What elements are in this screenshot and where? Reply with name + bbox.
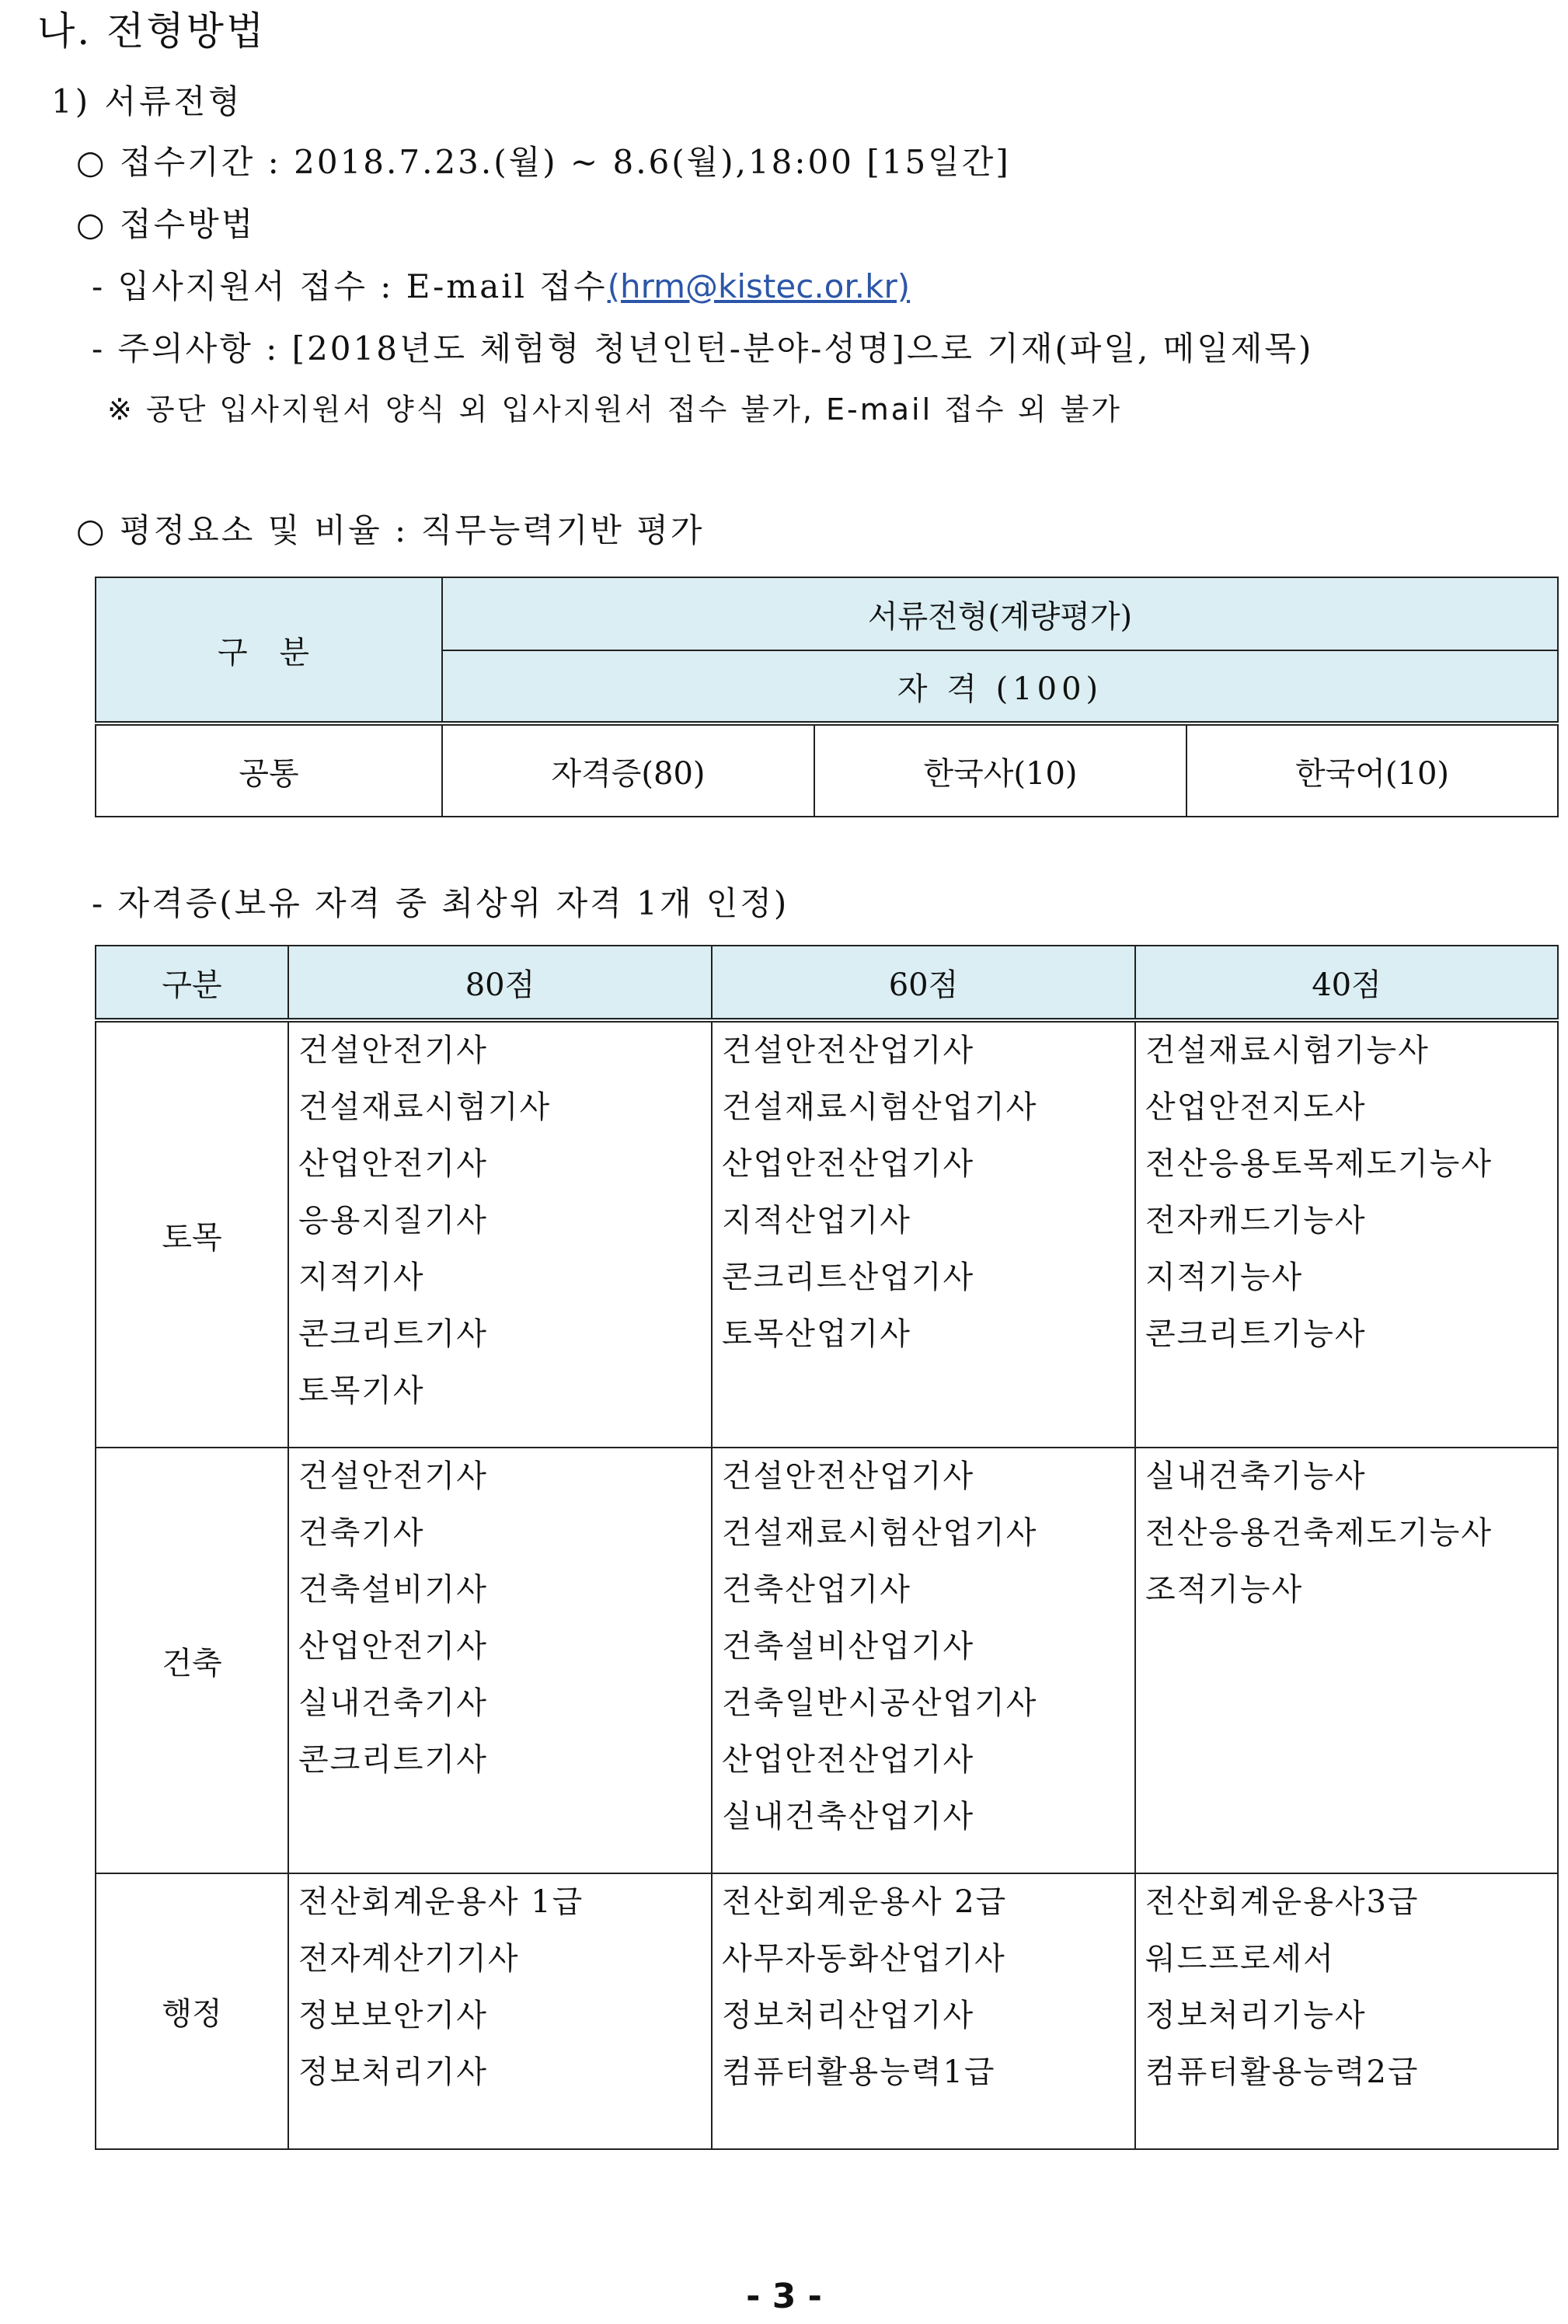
list-item: 컴퓨터활용능력1급: [722, 2054, 996, 2090]
list-item: 건설안전기사: [298, 1458, 488, 1494]
list-item: 콘크리트산업기사: [722, 1260, 975, 1295]
list-item: 콘크리트기사: [298, 1742, 488, 1778]
list-item: 전산응용건축제도기능사: [1145, 1515, 1493, 1551]
list-item: 건축기사: [298, 1515, 425, 1551]
row-label-architecture: 건축: [96, 1448, 288, 1873]
list-item: 응용지질기사: [298, 1203, 488, 1239]
architecture-60-list: [712, 1448, 1135, 1873]
application-period: ○ 접수기간 : 2018.7.23.(월) ~ 8.6(월),18:00 [15일간]: [76, 143, 1011, 181]
evaluation-factors-line: ○ 평정요소 및 비율 : 직무능력기반 평가: [76, 511, 705, 549]
table2-header-80: 80점: [288, 946, 712, 1020]
list-item: 전산응용토목제도기능사: [1145, 1146, 1493, 1182]
list-item: 정보처리산업기사: [722, 1998, 975, 2033]
table1-document-screening-header: [442, 577, 1558, 650]
list-item: 실내건축기능사: [1145, 1458, 1367, 1494]
list-item: 실내건축산업기사: [722, 1799, 975, 1834]
list-item: 지적산업기사: [722, 1203, 911, 1239]
list-item: 정보처리기능사: [1145, 1998, 1367, 2033]
list-item: 지적기능사: [1145, 1260, 1304, 1295]
architecture-40-list: [1135, 1448, 1558, 1873]
list-item: 전자캐드기능사: [1145, 1203, 1367, 1239]
row-label-civil: 토목: [96, 1020, 288, 1448]
table2-header-60: 60점: [712, 946, 1135, 1020]
list-item: 산업안전기사: [298, 1629, 488, 1664]
list-item: 실내건축기사: [298, 1685, 488, 1721]
list-item: 토목기사: [298, 1373, 425, 1409]
section-heading: 나. 전형방법: [37, 9, 267, 54]
table1-common-label: 공통: [96, 723, 442, 817]
list-item: 건축일반시공산업기사: [722, 1685, 1038, 1721]
administration-60-list: [712, 1873, 1135, 2149]
list-item: 토목산업기사: [722, 1316, 911, 1352]
civil-60-list: [712, 1020, 1135, 1448]
civil-40-list: [1135, 1020, 1558, 1448]
certificate-table: [95, 945, 1559, 2150]
table1-qualification-header: 자 격 (100): [442, 650, 1558, 723]
list-item: 건설안전기사: [298, 1033, 488, 1068]
note-line: ※ 공단 입사지원서 양식 외 입사지원서 접수 불가, E-mail 접수 외 불가: [107, 392, 1122, 427]
email-link[interactable]: (hrm@kistec.or.kr): [607, 267, 911, 305]
table1-cell-korean-language: 한국어(10): [1186, 723, 1558, 817]
list-item: 전산회계운용사3급: [1145, 1884, 1420, 1920]
table1-cell-certificate: 자격증(80): [442, 723, 814, 817]
subsection-heading: 1) 서류전형: [51, 82, 243, 120]
list-item: 워드프로세서: [1145, 1941, 1335, 1977]
list-item: 조적기능사: [1145, 1572, 1304, 1608]
architecture-80-list: [288, 1448, 712, 1873]
document-screening-label: 서류전형(계량평가): [867, 598, 1133, 635]
list-item: 건축설비기사: [298, 1572, 488, 1608]
list-item: 콘크리트기사: [298, 1316, 488, 1352]
table1-cell-korean-history: 한국사(10): [814, 723, 1186, 817]
list-item: 전산회계운용사 2급: [722, 1884, 1008, 1920]
list-item: 건설재료시험기능사: [1145, 1033, 1430, 1068]
row-label-administration: 행정: [96, 1873, 288, 2149]
list-item: 정보보안기사: [298, 1998, 488, 2033]
list-item: 산업안전산업기사: [722, 1742, 975, 1778]
list-item: 건축산업기사: [722, 1572, 911, 1608]
list-item: 정보처리기사: [298, 2054, 488, 2090]
application-method-title: ○ 접수방법: [76, 205, 256, 243]
table2-header-40: 40점: [1135, 946, 1558, 1020]
list-item: 산업안전지도사: [1145, 1089, 1367, 1125]
list-item: 콘크리트기능사: [1145, 1316, 1367, 1352]
list-item: 건축설비산업기사: [722, 1629, 975, 1664]
application-submission-line: [92, 261, 910, 308]
list-item: 건설재료시험기사: [298, 1089, 552, 1125]
list-item: 사무자동화산업기사: [722, 1941, 1006, 1977]
administration-80-list: [288, 1873, 712, 2149]
list-item: 전산회계운용사 1급: [298, 1884, 584, 1920]
list-item: 건설안전산업기사: [722, 1033, 975, 1068]
civil-80-list: [288, 1020, 712, 1448]
list-item: 전자계산기기사: [298, 1941, 520, 1977]
caution-line: - 주의사항 : [2018년도 체험형 청년인턴-분야-성명]으로 기재(파일, 메일제목): [92, 329, 1314, 368]
page-number: - 3 -: [746, 2277, 822, 2316]
evaluation-table: [95, 577, 1559, 817]
certificate-note: - 자격증(보유 자격 중 최상위 자격 1개 인정): [92, 884, 789, 922]
list-item: 산업안전기사: [298, 1146, 488, 1182]
list-item: 지적기사: [298, 1260, 425, 1295]
table1-gubun-header: 구 분: [96, 577, 442, 723]
list-item: 컴퓨터활용능력2급: [1145, 2054, 1420, 2090]
submission-text: - 입사지원서 접수 : E-mail 접수: [92, 267, 608, 305]
list-item: 산업안전산업기사: [722, 1146, 975, 1182]
table2-header-gubun: 구분: [96, 946, 288, 1020]
list-item: 건설재료시험산업기사: [722, 1089, 1038, 1125]
list-item: 건설안전산업기사: [722, 1458, 975, 1494]
list-item: 건설재료시험산업기사: [722, 1515, 1038, 1551]
administration-40-list: [1135, 1873, 1558, 2149]
